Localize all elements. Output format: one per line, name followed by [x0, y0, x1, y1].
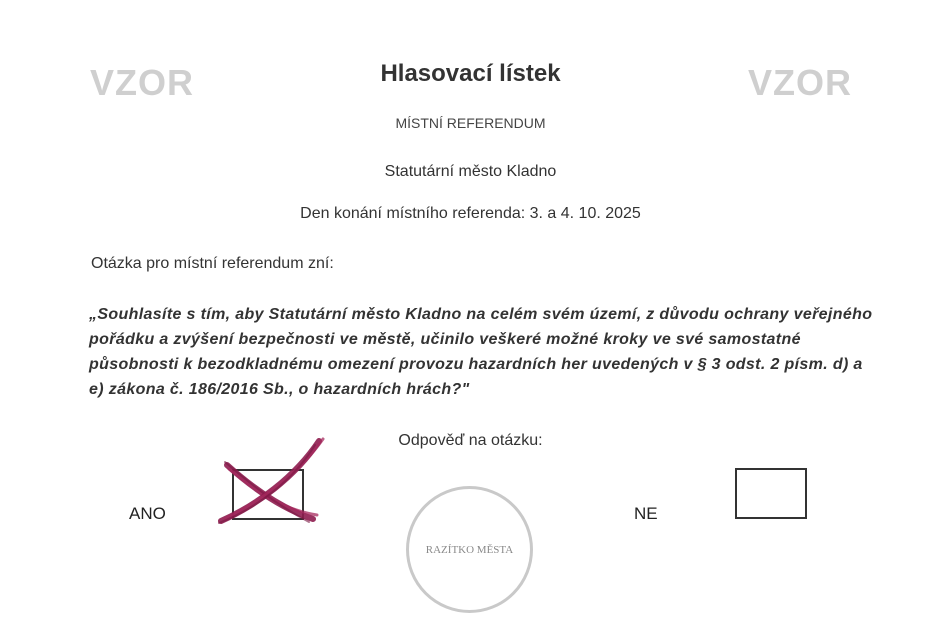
watermark-left: VZOR — [90, 62, 195, 103]
question-intro: Otázka pro místní referendum zní: — [91, 255, 334, 272]
watermark-right: VZOR — [748, 62, 853, 103]
municipality-name: Statutární město Kladno — [384, 163, 557, 180]
city-stamp — [406, 486, 533, 613]
question-text: „Souhlasíte s tím, aby Statutární město Kladno na celém svém území, z důvodu ochrany veřejného pořádku a zvýšení bezpečnosti ve městě, učinilo veškeré možné kroky ve své samostatné působnosti k bezodkladnému omezení provozu hazardních her uvedených v § 3 odst. 2 písm. d) a e) zákona č. 186/2016 Sb., o hazardních hrách?" — [89, 306, 873, 398]
cross-mark-icon — [215, 435, 330, 530]
ballot-subtitle: MÍSTNÍ REFERENDUM — [395, 115, 546, 131]
option-no-label: NE — [634, 504, 658, 523]
ballot-title: Hlasovací lístek — [380, 60, 561, 87]
referendum-date: Den konání místního referenda: 3. a 4. 10. 2025 — [300, 205, 641, 222]
option-no-checkbox[interactable] — [735, 468, 807, 519]
stamp-text: RAZÍTKO MĚSTA — [425, 543, 514, 556]
answer-label: Odpověď na otázku: — [398, 432, 543, 449]
option-yes-label: ANO — [129, 504, 166, 523]
